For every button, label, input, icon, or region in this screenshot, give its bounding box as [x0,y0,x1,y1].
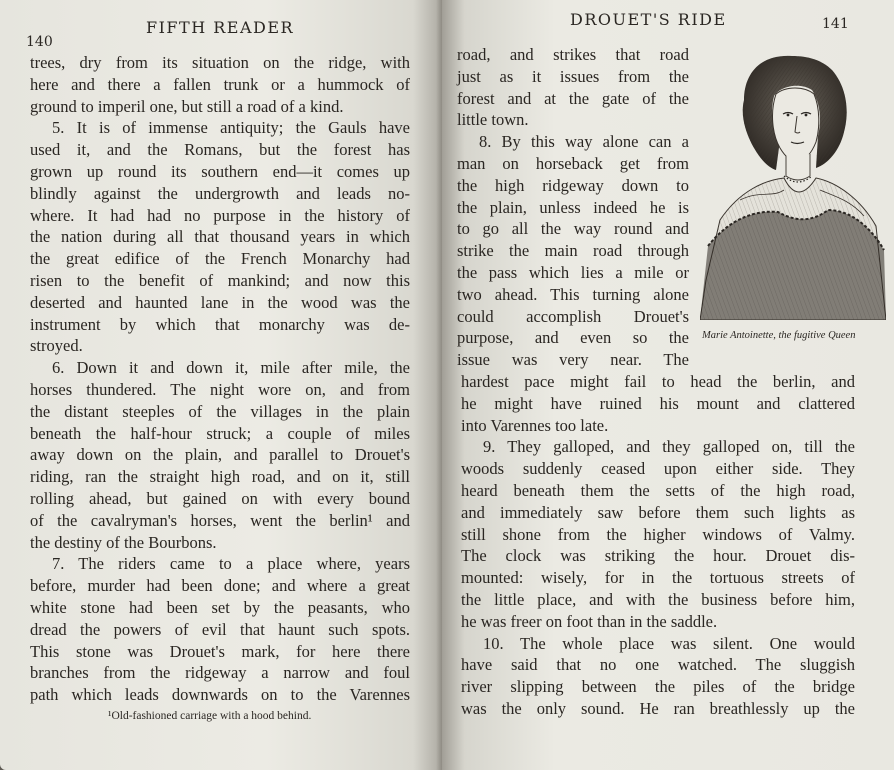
text-line: 9. They galloped, and they galloped on, till the [483,437,855,457]
text-line: horses thundered. The night wore on, and from [30,379,410,399]
text-line: he was freer on foot than in the saddle. [461,611,718,631]
text-line: 7. The riders came to a place where, years [52,554,410,574]
text-line: still shone from the higher windows of Valmy. [461,524,855,544]
text-line: This stone was Drouet's mark, for here there [30,641,410,661]
text-line: the nation during all that thousand years in which [30,227,410,247]
text-line: away down on the plain, and parallel to Drouet's [30,445,410,465]
text-line: 8. By this way alone can a [479,132,689,152]
page-number: 140 [26,34,53,50]
text-line: white stone had been set by the peasants, who [30,597,410,617]
footnote: ¹Old-fashioned carriage with a hood behind. [108,710,312,722]
text-line: to go all the way round and [457,219,689,239]
text-line: man on horseback get from [457,153,689,173]
body-text-narrow [457,44,689,371]
text-line: dread the powers of evil that haunt such spots. [30,619,410,639]
text-line: two ahead. This turning alone [457,284,689,304]
text-line: instrument by which that monarchy was de- [30,314,410,334]
text-line: the destiny of the Bourbons. [30,532,217,552]
text-line: mounted: wisely, for in the tortuous streets of [461,568,855,588]
text-line: rolling ahead, but gained on with every bound [30,488,410,508]
text-line: was the only sound. He ran breathlessly up the [461,698,855,718]
text-line: beneath the half-hour struck; a couple of miles [30,423,410,443]
text-line: he might have ruined his mount and clattered [461,393,855,413]
text-line: 5. It is of immense antiquity; the Gauls have [52,118,410,138]
text-line: into Varennes too late. [461,415,609,435]
text-line: could accomplish Drouet's [457,306,689,326]
running-head: FIFTH READER [146,18,295,37]
text-line: road, and strikes that road [457,45,689,64]
text-line: stroyed. [30,336,83,356]
text-line: branches from the ridgeway a narrow and foul [30,663,410,683]
page-number: 141 [822,16,849,32]
body-text [461,371,855,720]
text-line: heard beneath them the setts of the high road, [461,480,855,500]
text-line: just as it issues from the [457,66,689,86]
marie-antoinette-portrait [700,50,886,320]
text-line: woods suddenly ceased upon either side. They [461,459,855,479]
text-line: used it, and the Romans, but the forest has [30,140,410,160]
text-line: and immediately saw before them such lights as [461,502,855,522]
text-line: have said that no one watched. The sluggish [461,655,855,675]
text-line: little town. [457,110,529,130]
text-line: forest and at the gate of the [457,88,689,108]
portrait-caption: Marie Antoinette, the fugitive Queen [702,330,856,341]
text-line: the distant steeples of the villages in the plain [30,401,410,421]
text-line: risen to the benefit of mankind; and now this [30,270,410,290]
text-line: trees, dry from its situation on the ridge, with [30,53,410,72]
text-line: river slipping between the piles of the bridge [461,677,855,697]
text-line: issue was very near. The [457,350,689,370]
text-line: 10. The whole place was silent. One would [483,633,855,653]
text-line: the plain, unless indeed he is [457,197,689,217]
text-line: ground to imperil one, but still a road of a kind. [30,96,344,116]
text-line: where. It had had no purpose in the history of [30,205,410,225]
text-line: blindly against the undergrowth and leads no- [30,183,410,203]
text-line: the great edifice of the French Monarchy had [30,249,410,269]
running-head: DROUET'S RIDE [570,10,727,29]
text-line: the pass which lies a mile or [457,262,689,282]
left-page [0,0,444,770]
text-line: path which leads downwards on to the Varennes [30,685,410,705]
body-text [30,52,410,706]
text-line: of the cavalryman's horses, went the berlin¹ and [30,510,410,530]
text-line: strike the main road through [457,241,689,261]
text-line: the high ridgeway down to [457,175,689,195]
text-line: grown up round its southern end—it comes up [30,161,410,181]
text-line: 6. Down it and down it, mile after mile, the [52,358,410,378]
text-line: The clock was striking the hour. Drouet dis- [461,546,855,566]
text-line: riding, ran the straight high road, and on it, still [30,467,410,487]
text-line: the little place, and with the business before him, [461,589,855,609]
text-line: here and there a fallen trunk or a hummock of [30,74,410,94]
text-line: purpose, and even so the [457,328,689,348]
text-line: deserted and haunted lane in the wood was the [30,292,410,312]
text-line: before, murder had been done; and where a great [30,576,410,596]
text-line: hardest pace might fail to head the berlin, and [461,372,855,391]
